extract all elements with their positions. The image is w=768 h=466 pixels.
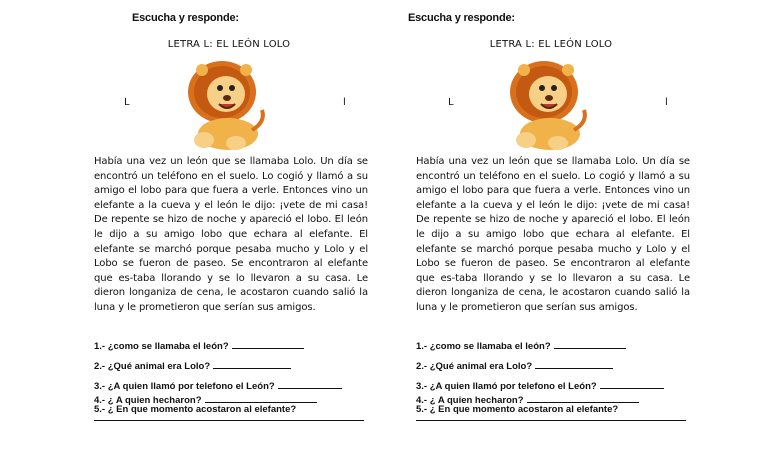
question-3: 3.- ¿A quien llamó por telefono el León? bbox=[94, 379, 342, 392]
answer-blank[interactable] bbox=[232, 339, 304, 349]
answer-blank[interactable] bbox=[205, 393, 317, 403]
uppercase-letter: L bbox=[124, 97, 130, 108]
answer-blank[interactable] bbox=[278, 379, 342, 389]
question-2: 2.- ¿Qué animal era Lolo? bbox=[94, 359, 291, 372]
worksheet-left bbox=[94, 0, 382, 466]
question-5: 5.- ¿ En que momento acostaron al elefante? bbox=[94, 404, 297, 415]
worksheet-heading: Escucha y responde: bbox=[408, 12, 515, 24]
answer-blank[interactable] bbox=[213, 359, 291, 369]
worksheet-right bbox=[408, 0, 704, 466]
question-1: 1.- ¿como se llamaba el león? bbox=[416, 339, 626, 352]
answer-blank[interactable] bbox=[535, 359, 613, 369]
question-2: 2.- ¿Qué animal era Lolo? bbox=[416, 359, 613, 372]
answer-blank[interactable] bbox=[600, 379, 664, 389]
story-text: Había una vez un león que se llamaba Lolo. Un día se encontró un teléfono en el suelo. Lo cogió y llamó a su amigo el lobo para que fuera a verle. Entonces vino un elefante a la cueva y el león le dijo: ¡vete de mi casa! De repente se hizo de noche y apareció el lobo. El león le dijo a su amigo lobo que echara al elefante. El elefante se marchó porque pesaba mucho y Lolo y el Lobo se fueron de paseo. Se encontraron al elefante que es-taba llorando y se lo llevaron a su casa. Le dieron longaniza de cena, le acostaron cuando salió la luna y le prometieron que serían sus amigos. bbox=[416, 156, 690, 313]
worksheet-heading: Escucha y responde: bbox=[132, 12, 239, 24]
lion-illustration bbox=[504, 56, 590, 152]
question-4: 4.- ¿ A quien hecharon? bbox=[416, 393, 639, 406]
uppercase-letter: L bbox=[448, 97, 454, 108]
question-1: 1.- ¿como se llamaba el león? bbox=[94, 339, 304, 352]
lion-illustration bbox=[182, 56, 268, 152]
answer-blank[interactable] bbox=[554, 339, 626, 349]
answer-line[interactable] bbox=[94, 420, 364, 421]
lowercase-letter: l bbox=[665, 97, 668, 108]
story-text: Había una vez un león que se llamaba Lolo. Un día se encontró un teléfono en el suelo. Lo cogió y llamó a su amigo el lobo para que fuera a verle. Entonces vino un elefante a la cueva y el león le dijo: ¡vete de mi casa! De repente se hizo de noche y apareció el lobo. El león le dijo a su amigo lobo que echara al elefante. El elefante se marchó porque pesaba mucho y Lolo y el Lobo se fueron de paseo. Se encontraron al elefante que es-taba llorando y se lo llevaron a su casa. Le dieron longaniza de cena, le acostaron cuando salió la luna y le prometieron que serían sus amigos. bbox=[94, 156, 368, 313]
question-3: 3.- ¿A quien llamó por telefono el León? bbox=[416, 379, 664, 392]
question-4: 4.- ¿ A quien hecharon? bbox=[94, 393, 317, 406]
question-5: 5.- ¿ En que momento acostaron al elefante? bbox=[416, 404, 619, 415]
lesson-title: LETRA L: EL LEÓN LOLO bbox=[489, 39, 613, 50]
lesson-title: LETRA L: EL LEÓN LOLO bbox=[167, 39, 291, 50]
answer-blank[interactable] bbox=[527, 393, 639, 403]
answer-line[interactable] bbox=[416, 420, 686, 421]
lowercase-letter: l bbox=[343, 97, 346, 108]
